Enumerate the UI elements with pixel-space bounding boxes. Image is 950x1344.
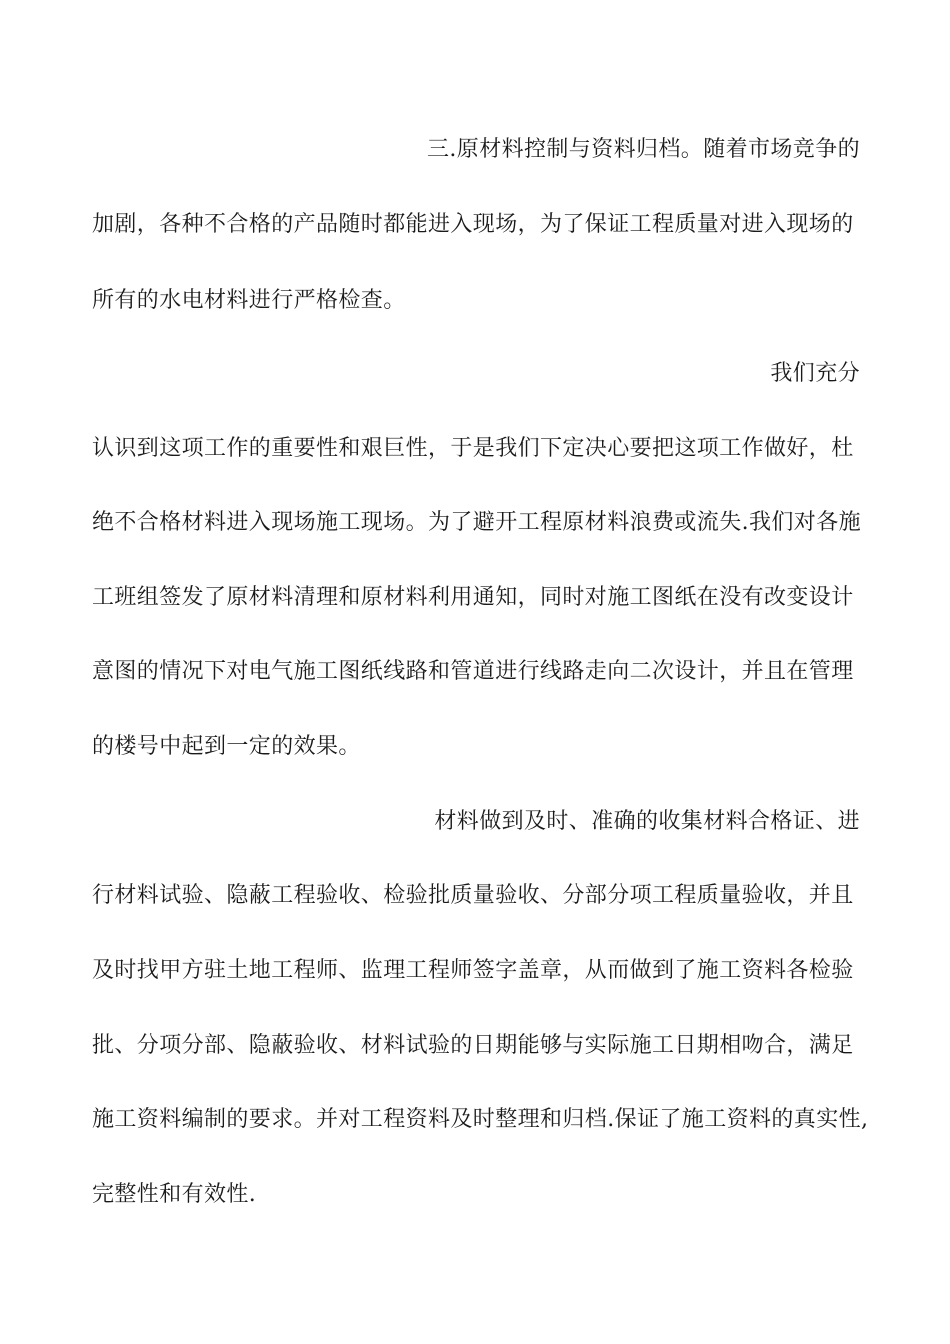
- text-line: 我们充分: [770, 361, 860, 386]
- text-line: 行材料试验、隐蔽工程验收、检验批质量验收、分部分项工程质量验收，并且: [92, 883, 854, 908]
- text-line: 材料做到及时、准确的收集材料合格证、进: [434, 809, 860, 834]
- text-line: 施工资料编制的要求。并对工程资料及时整理和归档.保证了施工资料的真实性,: [92, 1107, 869, 1132]
- text-line: 意图的情况下对电气施工图纸线路和管道进行线路走向二次设计，并且在管理: [92, 659, 854, 684]
- text-line: 批、分项分部、隐蔽验收、材料试验的日期能够与实际施工日期相吻合，满足: [92, 1033, 854, 1058]
- text-line: 的楼号中起到一定的效果。: [92, 734, 361, 759]
- text-line: 认识到这项工作的重要性和艰巨性，于是我们下定决心要把这项工作做好，杜: [92, 436, 854, 461]
- text-line: 所有的水电材料进行严格检查。: [92, 288, 406, 313]
- text-line: 加剧，各种不合格的产品随时都能进入现场，为了保证工程质量对进入现场的: [92, 212, 854, 237]
- text-line: 及时找甲方驻土地工程师、监理工程师签字盖章，从而做到了施工资料各检验: [92, 958, 854, 983]
- text-line: 工班组签发了原材料清理和原材料利用通知，同时对施工图纸在没有改变设计: [92, 585, 854, 610]
- text-line: 三.原材料控制与资料归档。随着市场竞争的: [427, 137, 860, 162]
- text-line: 完整性和有效性.: [92, 1182, 257, 1207]
- text-line: 绝不合格材料进入现场施工现场。为了避开工程原材料浪费或流失.我们对各施: [92, 510, 861, 535]
